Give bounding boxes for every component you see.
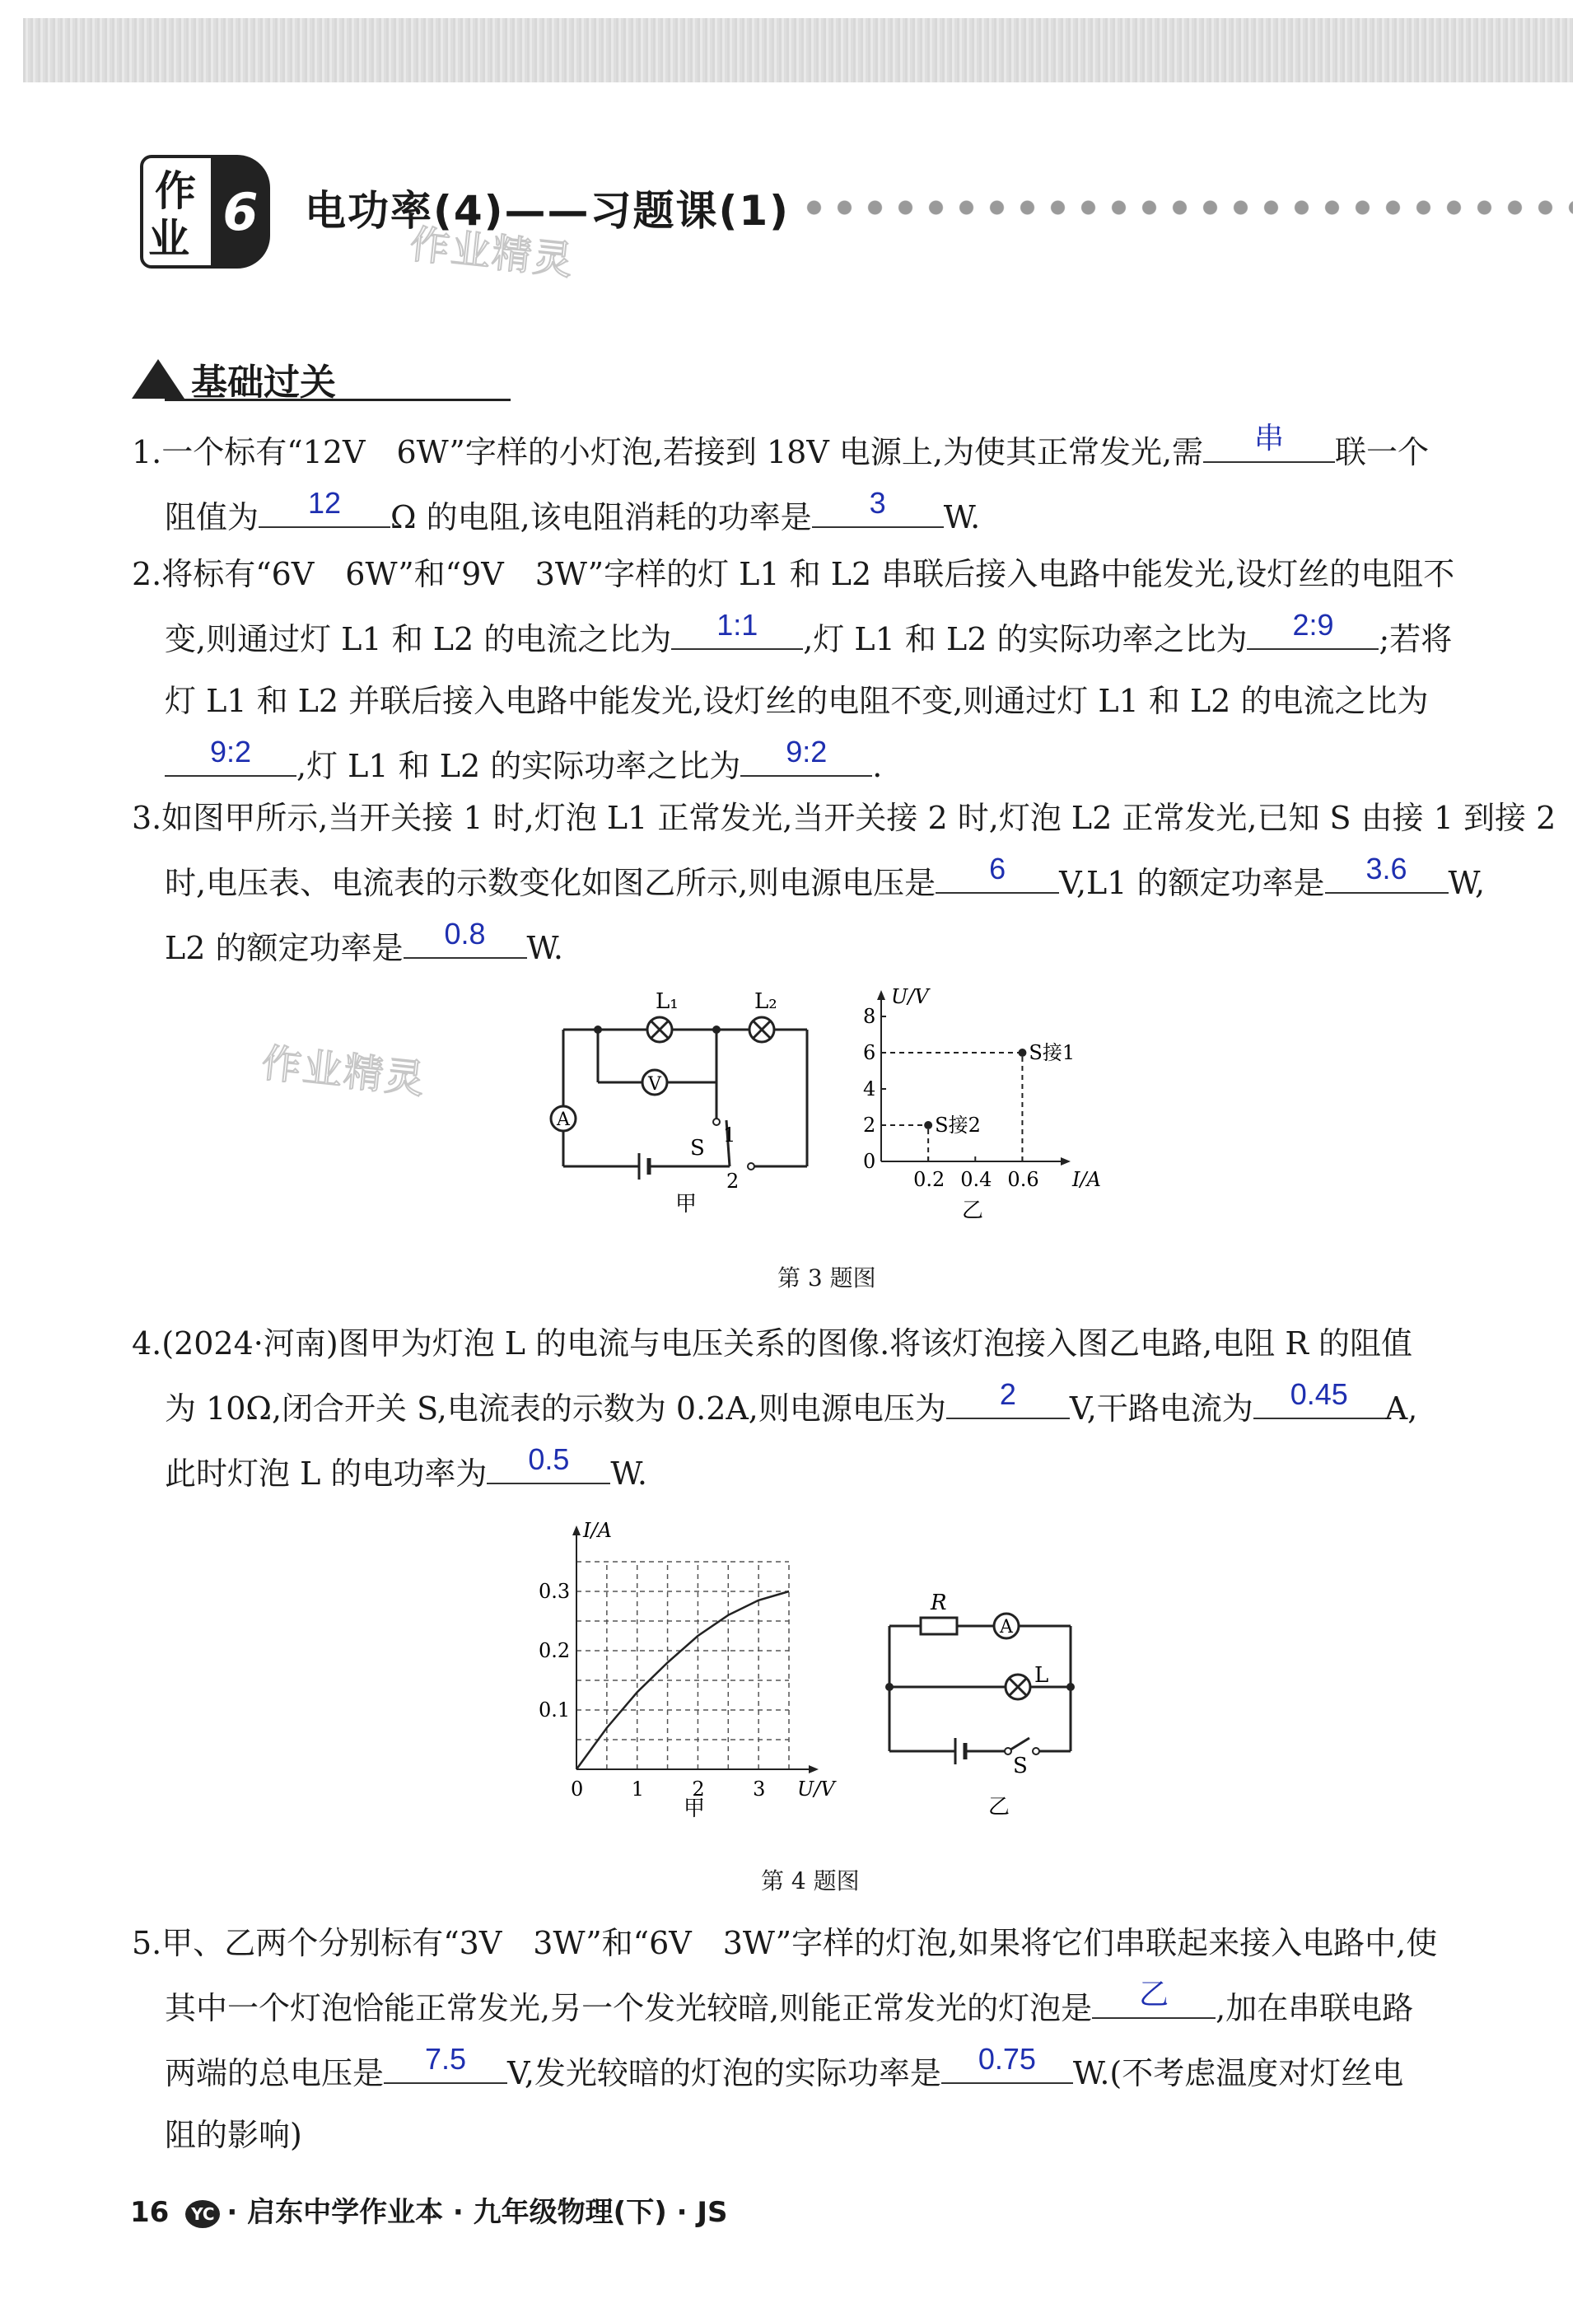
data-point-label: S接1	[1029, 1041, 1076, 1064]
data-point	[924, 1121, 932, 1129]
svg-text:V: V	[648, 1074, 661, 1095]
x-tick-label: 0.2	[913, 1168, 945, 1191]
answer-blank[interactable]: 12	[259, 484, 390, 528]
y-tick-label: 2	[863, 1114, 876, 1137]
answer-blank[interactable]: 0.45	[1253, 1375, 1385, 1419]
answer-blank[interactable]: 6	[936, 849, 1059, 894]
y-arrow-icon	[572, 1525, 581, 1535]
x-arrow-icon	[1061, 1157, 1071, 1166]
answer-blank[interactable]: 9:2	[740, 732, 872, 777]
x-tick-label: 1	[631, 1778, 644, 1801]
answer-blank[interactable]: 7.5	[384, 2039, 507, 2084]
homework-number: 6	[211, 155, 270, 269]
lamp-l	[1006, 1675, 1030, 1699]
x-arrow-icon	[809, 1765, 819, 1773]
q3-uv-graph	[832, 988, 1161, 1227]
svg-text:S: S	[690, 1136, 705, 1161]
q3-circuit-diagram	[544, 980, 824, 1227]
svg-text:R: R	[931, 1591, 947, 1615]
resistor-r	[921, 1618, 957, 1634]
answer-blank[interactable]: 2	[946, 1375, 1070, 1419]
svg-text:1: 1	[723, 1124, 736, 1147]
x-tick-label: 0.4	[960, 1168, 992, 1191]
question-1: 1.一个标有“12V 6W”字样的小灯泡,若接到 18V 电源上,为使其正常发光,需 串 联一个 阻值为 12 Ω 的电阻,该电阻消耗的功率是 3 W.	[132, 418, 1491, 549]
answer-blank[interactable]: 串	[1203, 418, 1335, 463]
answer-blank[interactable]: 0.8	[404, 914, 527, 959]
watermark: 作业精灵	[259, 1040, 428, 1104]
y-axis-label: U/V	[891, 988, 929, 1008]
svg-text:L: L	[1034, 1663, 1049, 1688]
decorative-dots	[799, 199, 1573, 216]
answer-blank[interactable]: 0.5	[487, 1440, 610, 1484]
lamp-l1	[647, 1017, 672, 1042]
homework-badge: 作 业 6	[140, 155, 272, 264]
answer-blank[interactable]: 乙	[1092, 1974, 1216, 2019]
answer-blank[interactable]: 9:2	[165, 732, 296, 777]
question-2: 2.将标有“6V 6W”和“9V 3W”字样的灯 L1 和 L2 串联后接入电路中能发光,设灯丝的电阻不 变,则通过灯 L1 和 L2 的电流之比为 1:1 ,灯 L1 和 L2 的实际功率之比为 2:9 ;若将 灯 L1 和 L2 并联后接入电路中能发光,设灯丝的电阻不变,则通过灯 L1 和 L2 的电流之比为 9:2 ,灯 L1 和 L2 的实际功率之比为 9:2 .	[132, 556, 1455, 784]
book-title: · 启东中学作业本 · 九年级物理(下) · JS	[226, 2196, 728, 2229]
y-tick-label: 0.1	[539, 1698, 571, 1722]
question-3: 3.如图甲所示,当开关接 1 时,灯泡 L1 正常发光,当开关接 2 时,灯泡 L2 正常发光,已知 S 由接 1 到接 2 时,电压表、电流表的示数变化如图乙所示,则电源电压是 6 V,L1 的额定功率是 3.6 W, L2 的额定功率是 0.8 W.	[132, 800, 1556, 966]
svg-text:2: 2	[726, 1170, 740, 1193]
y-tick-label: 0	[863, 1150, 876, 1173]
y-tick-label: 0.2	[539, 1639, 571, 1662]
answer-blank[interactable]: 3	[812, 484, 944, 528]
answer-blank[interactable]: 1:1	[671, 605, 803, 650]
page-title: 电功率(4)——习题课(1)	[305, 187, 790, 235]
question-5: 5.甲、乙两个分别标有“3V 3W”和“6V 3W”字样的灯泡,如果将它们串联起来接入电路中,使 其中一个灯泡恰能正常发光,另一个发光较暗,则能正常发光的灯泡是 乙 ,加在串联电路 两端的总电压是 7.5 V,发光较暗的灯泡的实际功率是 0.75 W.(不考虑温度对灯丝电 阻的影响)	[132, 1925, 1438, 2153]
svg-text:L₂: L₂	[754, 989, 777, 1014]
y-tick-label: 8	[863, 1005, 876, 1028]
svg-text:甲: 甲	[675, 1192, 698, 1217]
x-tick-label: 2	[692, 1778, 705, 1801]
x-axis-label: U/V	[797, 1778, 835, 1801]
y-tick-label: 0.3	[539, 1580, 571, 1603]
svg-text:S: S	[1013, 1754, 1028, 1778]
figure-caption: 第 4 题图	[761, 1867, 860, 1895]
svg-text:A: A	[557, 1110, 570, 1130]
answer-blank[interactable]: 0.75	[941, 2039, 1073, 2084]
triangle-icon	[132, 359, 184, 399]
x-tick-label: 0	[571, 1778, 584, 1801]
svg-text:A: A	[1000, 1617, 1013, 1638]
q4-iv-graph	[535, 1504, 856, 1825]
y-tick-label: 6	[863, 1041, 876, 1064]
q4-circuit-diagram	[873, 1581, 1087, 1820]
answer-blank[interactable]: 3.6	[1325, 849, 1449, 894]
lamp-l2	[749, 1017, 774, 1042]
svg-text:乙: 乙	[962, 1198, 984, 1223]
svg-text:L₁: L₁	[656, 989, 679, 1014]
question-4: 4.(2024·河南)图甲为灯泡 L 的电流与电压关系的图像.将该灯泡接入图乙电路,电阻 R 的阻值 为 10Ω,闭合开关 S,电流表的示数为 0.2A,则电源电压为 2 V,干路电流为 0.45 A, 此时灯泡 L 的电功率为 0.5 W.	[132, 1325, 1418, 1492]
figure-caption: 第 3 题图	[777, 1264, 876, 1292]
watermark: 作业精灵	[408, 221, 576, 285]
y-arrow-icon	[877, 990, 885, 1000]
x-axis-label: I/A	[1072, 1168, 1101, 1191]
scan-top-strip	[23, 18, 1573, 82]
y-axis-label: I/A	[583, 1519, 612, 1542]
data-point-label: S接2	[935, 1114, 981, 1137]
lesson-header	[140, 140, 1573, 288]
page-footer	[130, 2189, 727, 2230]
svg-text:甲: 甲	[684, 1796, 706, 1821]
answer-blank[interactable]: 2:9	[1247, 605, 1379, 650]
svg-text:乙: 乙	[988, 1795, 1010, 1820]
x-tick-label: 3	[753, 1778, 766, 1801]
page-number: 16	[130, 2196, 170, 2229]
publisher-logo-icon: YC	[185, 2200, 220, 2228]
y-tick-label: 4	[863, 1077, 876, 1100]
x-tick-label: 0.6	[1007, 1168, 1039, 1191]
data-point	[1018, 1049, 1026, 1057]
